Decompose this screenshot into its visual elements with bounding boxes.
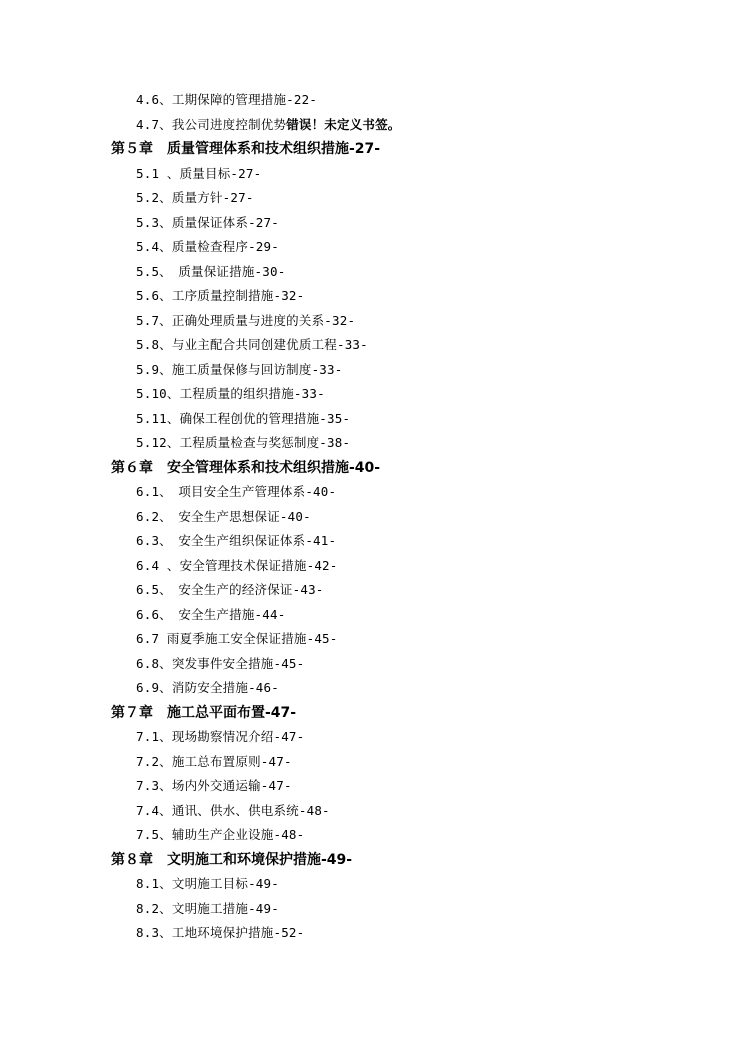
toc-entry-6-8[interactable]: 6.8、突发事件安全措施-45- [136,655,305,671]
toc-entry-5-4[interactable]: 5.4、质量检查程序-29- [136,239,279,254]
toc-entry-7-5[interactable]: 7.5、辅助生产企业设施-48- [136,827,305,842]
toc-entry-5-2[interactable]: 5.2、质量方针-27- [136,190,254,205]
toc-entry-8-2[interactable]: 8.2、文明施工措施-49- [136,900,279,916]
toc-entry-6-4[interactable]: 6.4 、安全管理技术保证措施-42- [136,557,338,573]
toc-entry-5-11[interactable]: 5.11、确保工程创优的管理措施-35- [136,410,351,426]
toc-entry-6-2[interactable]: 6.2、 安全生产思想保证-40- [136,508,311,524]
toc-entry-8-1[interactable]: 8.1、文明施工目标-49- [136,876,279,891]
toc-entry-4-7[interactable]: 4.7、我公司进度控制优势错误！未定义书签。 [136,116,401,132]
toc-entry-6-5[interactable]: 6.5、 安全生产的经济保证-43- [136,582,324,597]
toc-entry-7-2[interactable]: 7.2、施工总布置原则-47- [136,753,292,769]
toc-entry-6-1[interactable]: 6.1、 项目安全生产管理体系-40- [136,484,337,499]
toc-entry-5-3[interactable]: 5.3、质量保证体系-27- [136,214,279,230]
toc-entry-5-6[interactable]: 5.6、工序质量控制措施-32- [136,288,305,303]
toc-entry-4-6[interactable]: 4.6、工期保障的管理措施-22- [136,92,318,107]
toc-entry-5-9[interactable]: 5.9、施工质量保修与回访制度-33- [136,361,343,377]
toc-entry-5-10[interactable]: 5.10、工程质量的组织措施-33- [136,386,325,401]
toc-entry-7-3[interactable]: 7.3、场内外交通运输-47- [136,778,292,793]
toc-entry-5-5[interactable]: 5.5、 质量保证措施-30- [136,263,286,279]
toc-entry-6-7[interactable]: 6.7 雨夏季施工安全保证措施-45- [136,631,338,646]
toc-entry-5-12[interactable]: 5.12、工程质量检查与奖惩制度-38- [136,435,351,450]
toc-chapter-8[interactable]: 第８章 文明施工和环境保护措施-49- [111,851,353,868]
toc-entry-5-1[interactable]: 5.1 、质量目标-27- [136,165,262,181]
toc-chapter-6[interactable]: 第６章 安全管理体系和技术组织措施-40- [111,459,381,476]
toc-entry-6-9[interactable]: 6.9、消防安全措施-46- [136,680,279,695]
toc-chapter-7[interactable]: 第７章 施工总平面布置-47- [111,704,297,721]
bookmark-error-text: 错误！未定义书签。 [286,116,401,132]
toc-entry-7-1[interactable]: 7.1、现场勘察情况介绍-47- [136,729,305,744]
toc-entry-7-4[interactable]: 7.4、通讯、供水、供电系统-48- [136,802,330,818]
toc-entry-5-8[interactable]: 5.8、与业主配合共同创建优质工程-33- [136,337,368,352]
toc-chapter-5[interactable]: 第５章 质量管理体系和技术组织措施-27- [111,141,381,157]
toc-entry-6-3[interactable]: 6.3、 安全生产组织保证体系-41- [136,533,337,548]
toc-entry-5-7[interactable]: 5.7、正确处理质量与进度的关系-32- [136,312,356,328]
toc-entry-8-3[interactable]: 8.3、工地环境保护措施-52- [136,925,305,940]
toc-entry-6-6[interactable]: 6.6、 安全生产措施-44- [136,606,286,622]
table-of-contents [0,88,744,946]
